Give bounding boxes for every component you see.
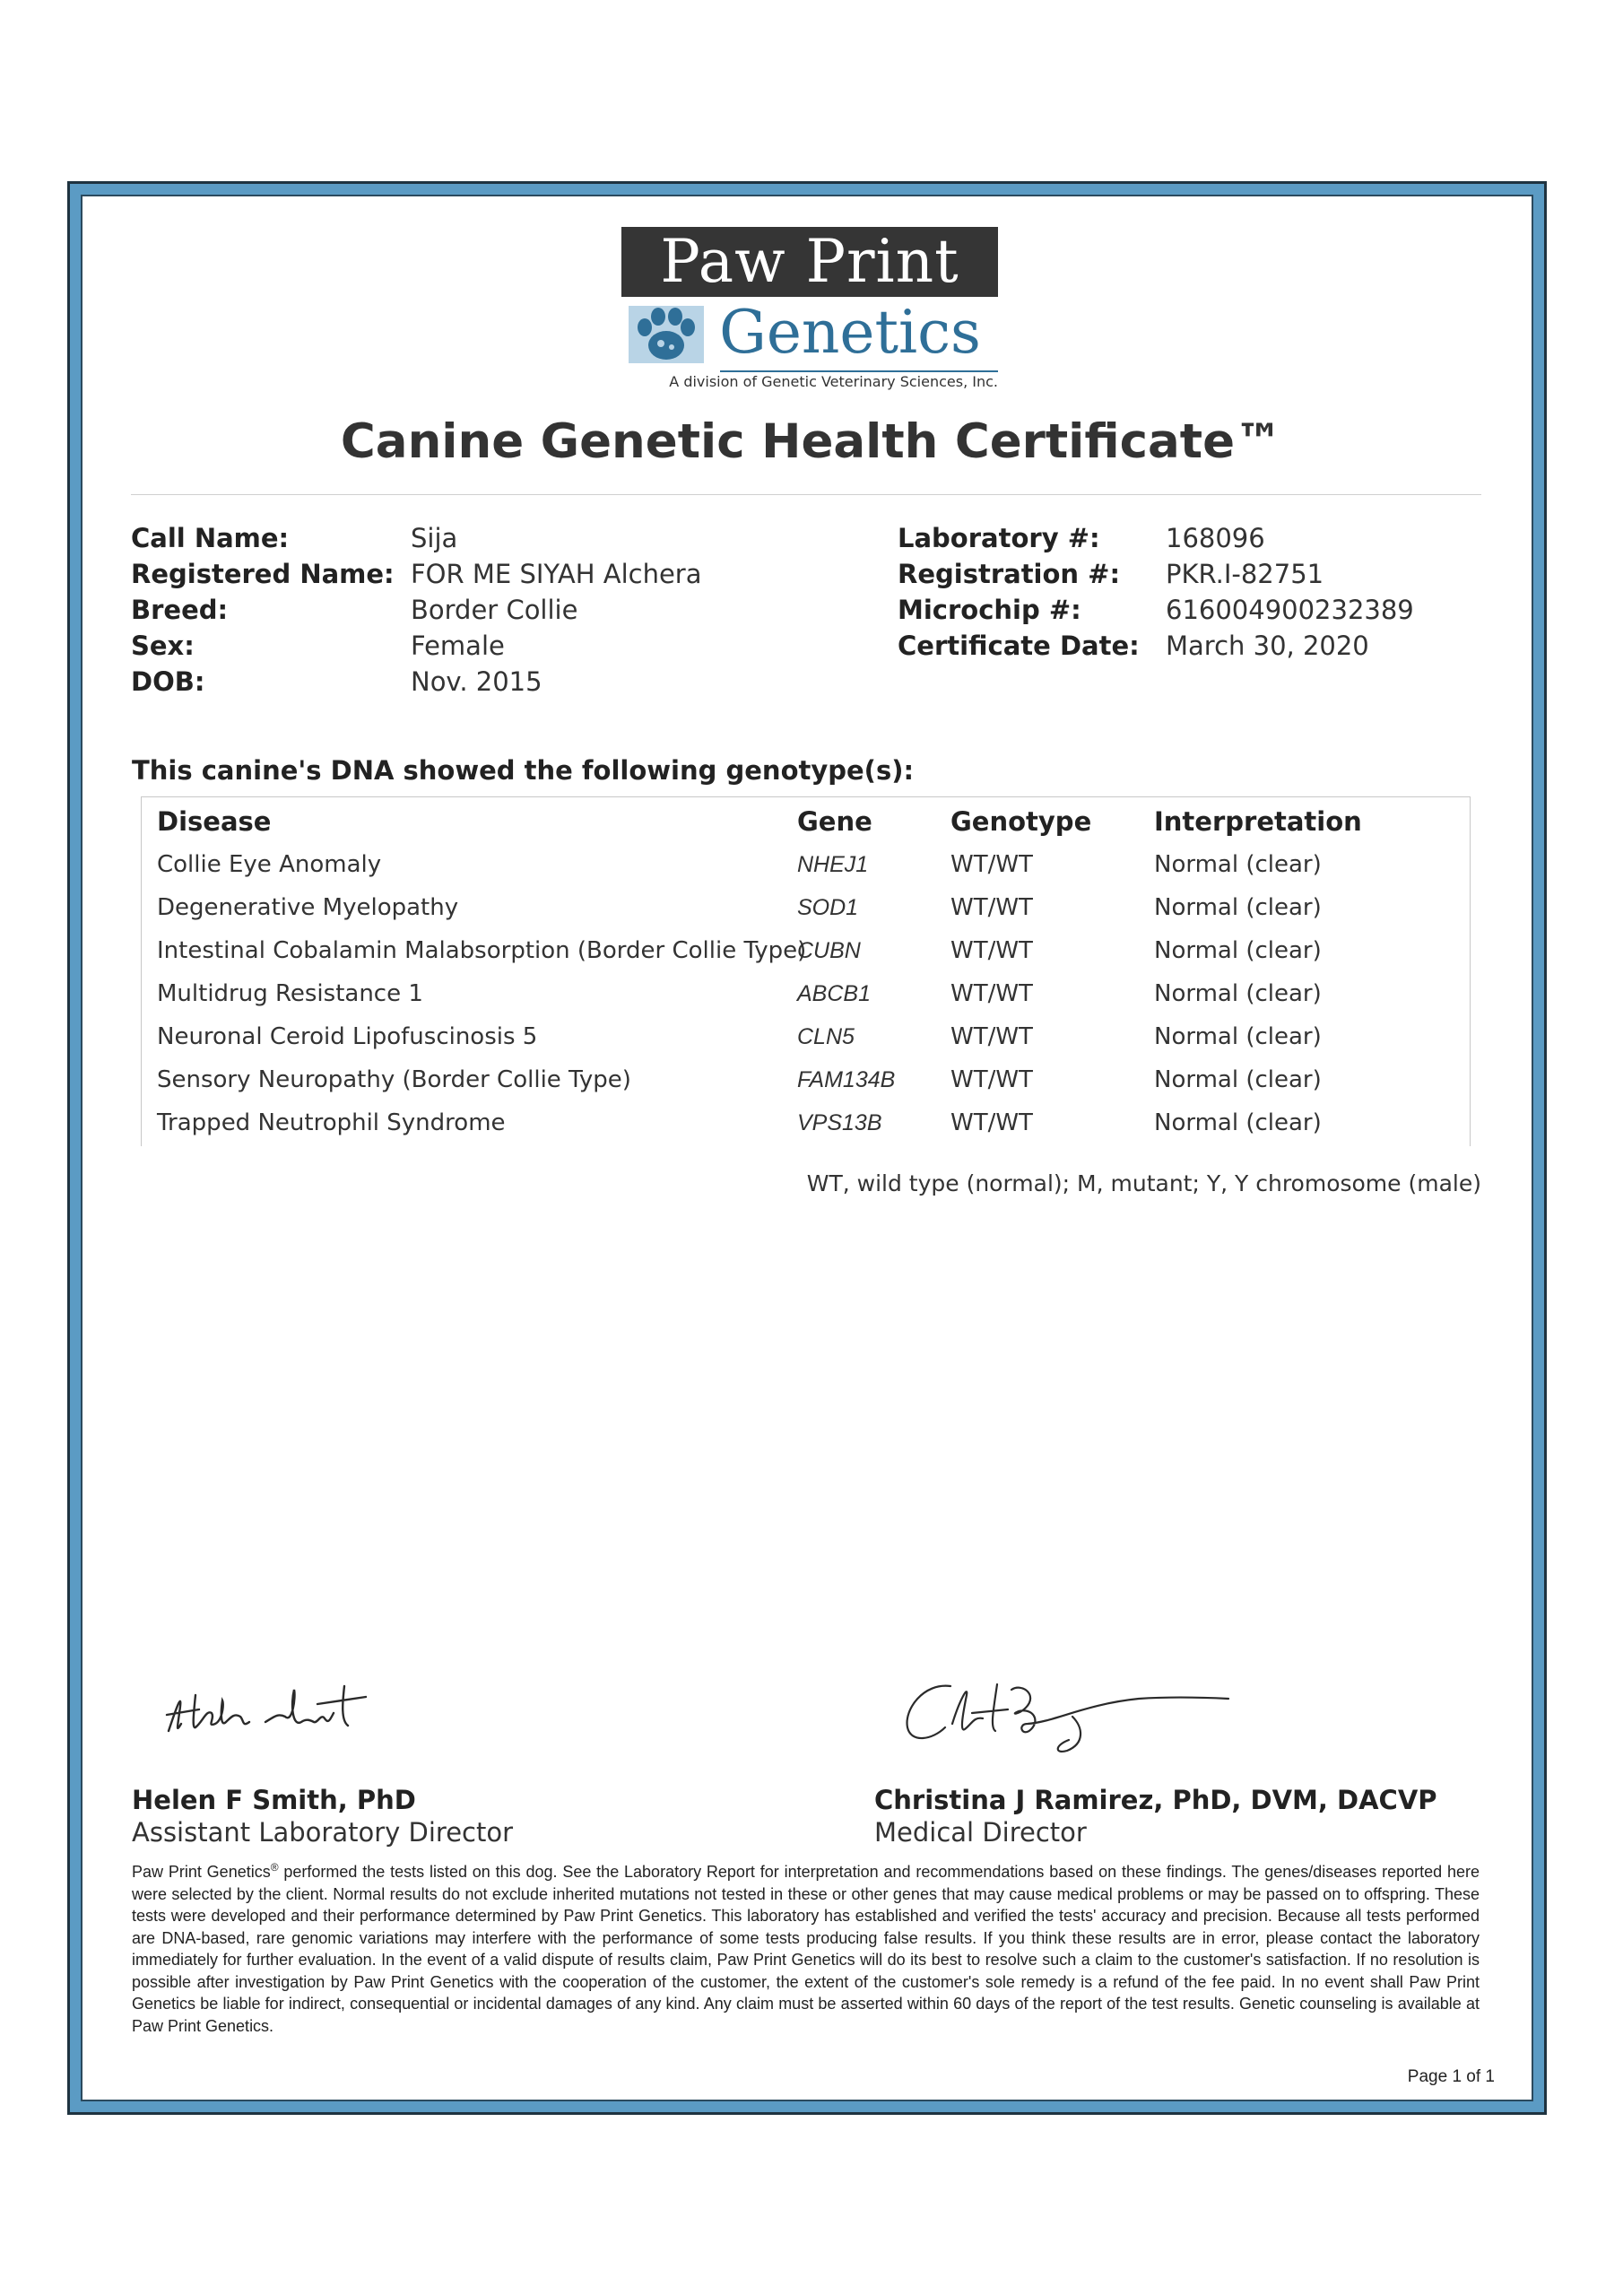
- info-row-registration-number: [898, 556, 1454, 592]
- signature-helen-smith: [160, 1677, 375, 1749]
- info-row-registered-name: [131, 556, 812, 592]
- disease-cell: Neuronal Ceroid Lipofuscinosis 5: [157, 1023, 538, 1050]
- disease-cell: Collie Eye Anomaly: [157, 851, 382, 878]
- info-label: Registration #:: [898, 559, 1121, 589]
- info-row-laboratory-number: [898, 520, 1454, 556]
- registered-mark: ®: [270, 1861, 279, 1874]
- signer-1-name: Helen F Smith, PhD: [132, 1785, 416, 1815]
- disease-cell: Sensory Neuropathy (Border Collie Type): [157, 1066, 631, 1093]
- info-label: Call Name:: [131, 523, 290, 553]
- genotype-cell: WT/WT: [950, 937, 1033, 964]
- header-genotype: Genotype: [950, 806, 1092, 837]
- info-label: Laboratory #:: [898, 523, 1100, 553]
- interpretation-cell: Normal (clear): [1154, 1023, 1322, 1050]
- gene-cell: VPS13B: [797, 1110, 882, 1135]
- info-label: Breed:: [131, 595, 229, 625]
- table-row: [141, 1015, 1471, 1058]
- disclaimer-brand: Paw Print Genetics: [132, 1863, 271, 1881]
- header-gene: Gene: [797, 806, 872, 837]
- logo-subtitle: A division of Genetic Veterinary Sciences, Inc.: [669, 373, 998, 390]
- paw-print-icon: [627, 297, 706, 372]
- info-row-microchip-number: [898, 592, 1454, 628]
- table-row: [141, 929, 1471, 972]
- interpretation-cell: Normal (clear): [1154, 894, 1322, 921]
- genotype-cell: WT/WT: [950, 894, 1033, 921]
- info-value: Sija: [411, 523, 458, 553]
- signer-2-name: Christina J Ramirez, PhD, DVM, DACVP: [874, 1785, 1437, 1815]
- info-value: Border Collie: [411, 595, 578, 625]
- info-row-sex: [131, 628, 812, 664]
- table-row: [141, 843, 1471, 886]
- interpretation-cell: Normal (clear): [1154, 851, 1322, 878]
- info-row-dob: [131, 664, 812, 700]
- interpretation-cell: Normal (clear): [1154, 980, 1322, 1007]
- gene-cell: ABCB1: [797, 981, 871, 1006]
- table-top-border: [141, 796, 1471, 797]
- company-logo: [621, 227, 998, 392]
- info-row-certificate-date: [898, 628, 1454, 664]
- interpretation-cell: Normal (clear): [1154, 1066, 1322, 1093]
- disease-cell: Trapped Neutrophil Syndrome: [157, 1109, 506, 1136]
- info-label: Microchip #:: [898, 595, 1081, 625]
- info-label: Registered Name:: [131, 559, 395, 589]
- logo-line2: Genetics: [719, 298, 981, 367]
- signer-1-title: Assistant Laboratory Director: [132, 1817, 514, 1848]
- genotype-cell: WT/WT: [950, 851, 1033, 878]
- signer-2-title: Medical Director: [874, 1817, 1087, 1848]
- dog-info-left: [131, 520, 812, 700]
- gene-cell: NHEJ1: [797, 852, 869, 877]
- info-value: 616004900232389: [1166, 595, 1414, 625]
- genotype-table: [141, 796, 1471, 1146]
- disclaimer-text: performed the tests listed on this dog. See the Laboratory Report for interpretation and recommendations based on these findings. The genes/diseases reported here were selected by the client. Normal results do not exclude inherited mutations not tested in these or other genes that may cause medical problems or may be passed on to offspring. These tests were developed and their performance determined by Paw Print Genetics. This laboratory has established and verified the tests' accuracy and precision. Because all tests performed are DNA-based, rare genomic variations may interfere with the performance of some tests producing false results. If you think these results are in error, please contact the laboratory immediately for further evaluation. In the event of a valid dispute of results claim, Paw Print Genetics will do its best to resolve such a claim to the customer's satisfaction. If no resolution is possible after investigation by Paw Print Genetics with the cooperation of the customer, the extent of the customer's sole remedy is a refund of the fee paid. In no event shall Paw Print Genetics be liable for indirect, consequential or incidental damages of any kind. Any claim must be asserted within 60 days of the report of the test results. Genetic counseling is available at Paw Print Genetics.: [132, 1863, 1480, 2035]
- table-header-row: [141, 800, 1471, 843]
- genotype-cell: WT/WT: [950, 1109, 1033, 1136]
- interpretation-cell: Normal (clear): [1154, 1109, 1322, 1136]
- gene-cell: CUBN: [797, 938, 861, 963]
- gene-cell: FAM134B: [797, 1067, 896, 1092]
- info-label: Sex:: [131, 631, 195, 661]
- legal-disclaimer: [132, 1861, 1480, 2037]
- info-value: FOR ME SIYAH Alchera: [411, 559, 702, 589]
- genotype-cell: WT/WT: [950, 980, 1033, 1007]
- info-value: March 30, 2020: [1166, 631, 1369, 661]
- logo-divider: [720, 370, 998, 372]
- table-row: [141, 1101, 1471, 1144]
- gene-cell: SOD1: [797, 895, 859, 920]
- info-row-breed: [131, 592, 812, 628]
- header-interpretation: Interpretation: [1154, 806, 1362, 837]
- gene-cell: CLN5: [797, 1024, 855, 1049]
- table-row: [141, 1058, 1471, 1101]
- disease-cell: Intestinal Cobalamin Malabsorption (Border Collie Type): [157, 937, 807, 964]
- disease-cell: Multidrug Resistance 1: [157, 980, 423, 1007]
- certificate-title: Canine Genetic Health Certificate™: [340, 414, 1283, 469]
- info-label: Certificate Date:: [898, 631, 1140, 661]
- genotype-cell: WT/WT: [950, 1066, 1033, 1093]
- interpretation-cell: Normal (clear): [1154, 937, 1322, 964]
- page-number: Page 1 of 1: [1407, 2067, 1495, 2086]
- info-value: Nov. 2015: [411, 666, 542, 697]
- info-value: 168096: [1166, 523, 1265, 553]
- table-row: [141, 886, 1471, 929]
- info-value: PKR.I-82751: [1166, 559, 1324, 589]
- dog-info-right: [898, 520, 1454, 664]
- info-row-call-name: [131, 520, 812, 556]
- header-disease: Disease: [157, 806, 272, 837]
- disease-cell: Degenerative Myelopathy: [157, 894, 459, 921]
- genotype-cell: WT/WT: [950, 1023, 1033, 1050]
- title-divider: [131, 494, 1481, 495]
- logo-line1: Paw Print: [621, 227, 998, 297]
- table-row: [141, 972, 1471, 1015]
- info-value: Female: [411, 631, 505, 661]
- genotype-heading: This canine's DNA showed the following genotype(s):: [132, 755, 915, 786]
- info-label: DOB:: [131, 666, 205, 697]
- signature-christina-ramirez: [897, 1674, 1255, 1754]
- genotype-legend: WT, wild type (normal); M, mutant; Y, Y chromosome (male): [806, 1170, 1481, 1196]
